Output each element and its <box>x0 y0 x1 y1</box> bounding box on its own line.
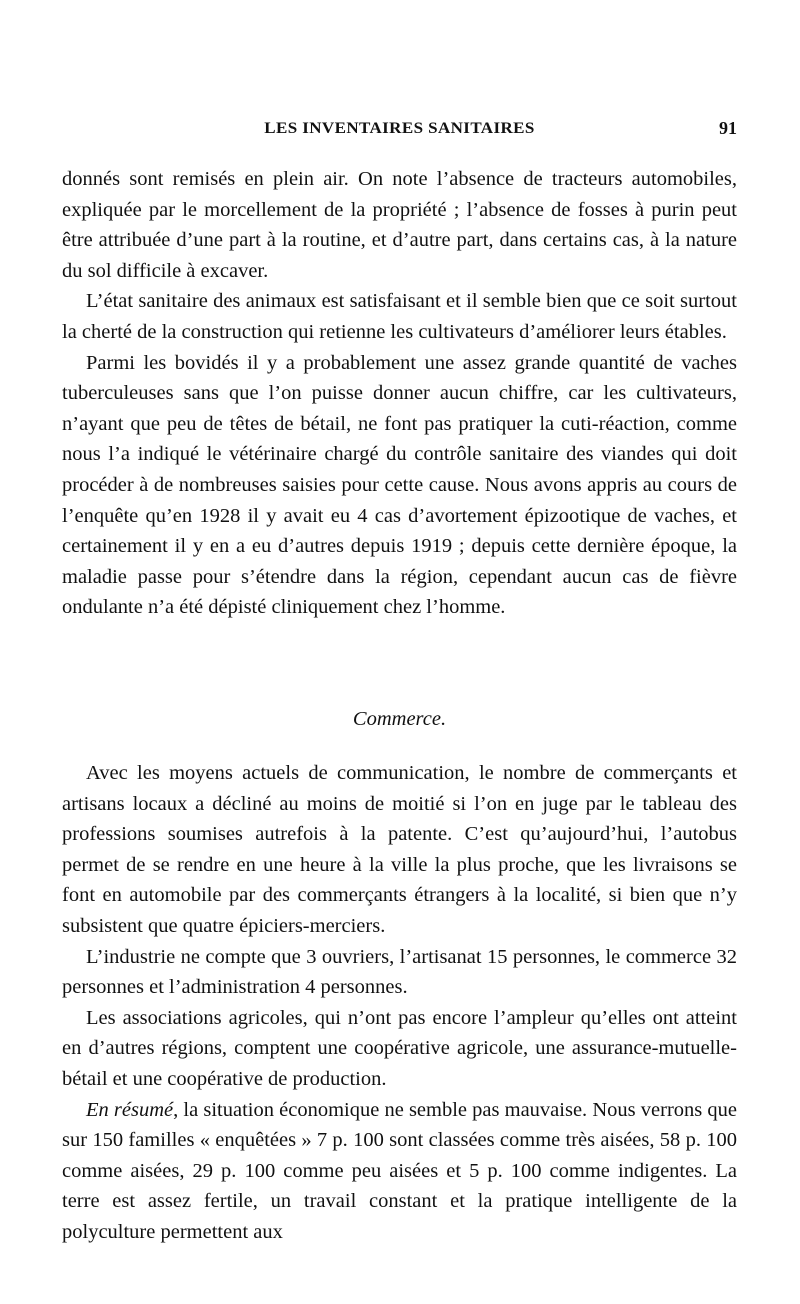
paragraph: L’industrie ne compte que 3 ouvriers, l’artisanat 15 personnes, le commerce 32 personnes et l’administration 4 personnes. <box>62 945 737 999</box>
summary-lead: En résumé <box>86 1098 174 1121</box>
section-heading: Commerce. <box>352 708 447 730</box>
text-block-top <box>62 164 737 623</box>
paragraph: donnés sont remisés en plein air. On note l’absence de tracteurs automobiles, expliquée par le morcellement de la propriété ; l’absence de fosses à purin peut être attribuée d’une part à la routine, et d’autre part, dans certains cas, à la nature du sol difficile à excaver. <box>62 168 737 282</box>
summary-paragraph <box>62 1095 737 1248</box>
page-number: 91 <box>719 118 737 138</box>
paragraph: Parmi les bovidés il y a probablement une assez grande quantité de vaches tuberculeuses sans que l’on puisse donner aucun chiffre, car les cultivateurs, n’ayant que peu de têtes de bétail, ne font pas pratiquer la cuti-réaction, comme nous l’a indiqué le vétérinaire chargé du contrôle sanitaire des viandes qui doit procéder à de nombreuses saisies pour cette cause. Nous avons appris au cours de l’enquête qu’en 1928 il y avait eu 4 cas d’avortement épizootique de vaches, et certainement il y en a eu d’autres depuis 1919 ; depuis cette dernière époque, la maladie passe pour s’étendre dans la région, cependant aucun cas de fièvre ondulante n’a été dépisté cliniquement chez l’homme. <box>62 351 737 619</box>
paragraph: Avec les moyens actuels de communication, le nombre de commerçants et artisans locaux a décliné au moins de moitié si l’on en juge par le tableau des professions soumises autrefois à la patente. C’est qu’aujourd’hui, l’autobus permet de se rendre en une heure à la ville la plus proche, que les livraisons se font en automobile par des commerçants étrangers à la localité, si bien que n’y subsistent que quatre épiciers-merciers. <box>62 762 737 937</box>
running-title: LES INVENTAIRES SANITAIRES <box>264 118 535 137</box>
paragraph: L’état sanitaire des animaux est satisfaisant et il semble bien que ce soit surtout la cherté de la construction qui retienne les cultivateurs d’améliorer leurs étables. <box>62 290 737 343</box>
paragraph: Les associations agricoles, qui n’ont pas encore l’ampleur qu’elles ont atteint en d’autres régions, comptent une coopérative agricole, une assurance-mutuelle-bétail et une coopérative de production. <box>62 1006 737 1090</box>
running-head <box>62 118 737 146</box>
text-block-bottom <box>62 758 737 1248</box>
summary-text: , la situation économique ne semble pas mauvaise. Nous verrons que sur 150 familles « enquêtées » 7 p. 100 sont classées comme très aisées, 58 p. 100 comme aisées, 29 p. 100 comme peu aisées et 5 p. 100 comme indigentes. La terre est assez fertile, un travail constant et la pratique intelligente de la polyculture permettent aux <box>62 1098 737 1243</box>
